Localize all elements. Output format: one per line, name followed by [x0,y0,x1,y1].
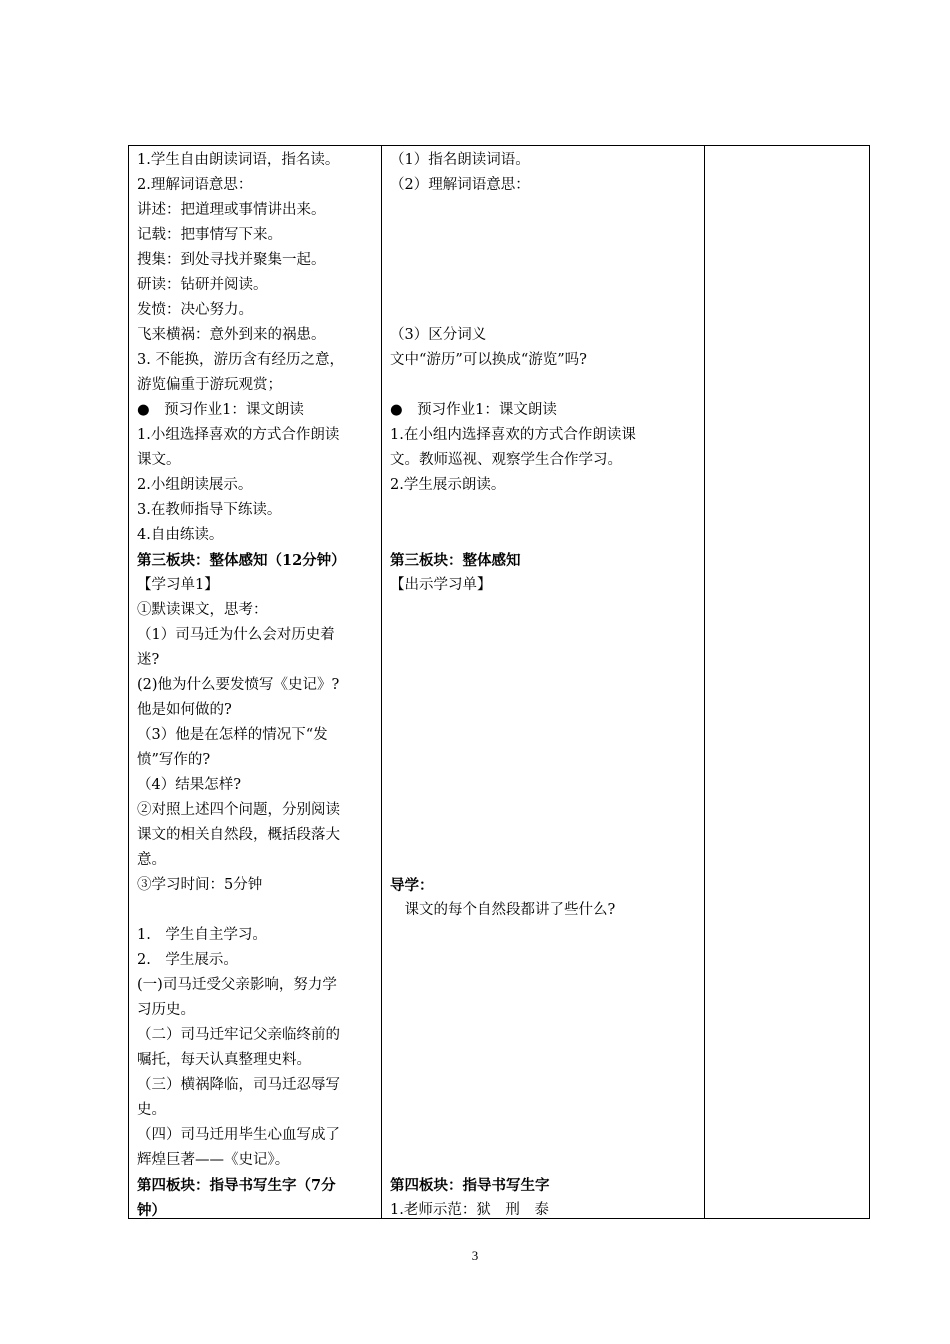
text-line: 1.在小组内选择喜欢的方式合作朗读课 [390,427,636,443]
section-heading: 第三板块：整体感知 [390,552,521,569]
text-line: 课文的相关自然段，概括段落大 [137,827,340,843]
text-line: 嘱托，每天认真整理史料。 [137,1052,311,1068]
text-line: （4）结果怎样? [137,777,241,793]
text-line: （3）区分词义 [390,327,487,343]
text-line: （二）司马迁牢记父亲临终前的 [137,1027,340,1043]
text-line: 习历史。 [137,1002,195,1018]
text-line: 文。教师巡视、观察学生合作学习。 [390,452,622,468]
text-line: （三）横祸降临，司马迁忍辱写 [137,1077,340,1093]
text-line: 意。 [137,852,166,868]
student-activity-cell [129,146,382,1219]
text-line: 【出示学习单】 [390,577,492,593]
text-line: （1）指名朗读词语。 [390,152,530,168]
text-line: 4.自由练读。 [137,527,224,543]
text-line: ● 预习作业1：课文朗读 [137,402,304,418]
text-line: 2.学生展示朗读。 [390,477,506,493]
text-line: 文中“游历”可以换成“游览”吗? [390,352,587,368]
text-line: 2.理解词语意思： [137,177,253,193]
text-line: 2.小组朗读展示。 [137,477,253,493]
teacher-activity-text [390,148,698,1218]
text-line: 发愤：决心努力。 [137,302,253,318]
section-heading: 导学： [390,877,434,894]
text-line: 3.在教师指导下练读。 [137,502,282,518]
text-line: 1.小组选择喜欢的方式合作朗读 [137,427,340,443]
text-line: 辉煌巨著——《史记》。 [137,1152,290,1168]
page-number: 3 [471,1248,479,1263]
notes-cell [705,146,870,1219]
section-heading: 第四板块：指导书写生字 [390,1177,550,1194]
text-line: 迷? [137,652,160,668]
teacher-activity-cell [382,146,705,1219]
lesson-plan-table [128,145,870,1219]
text-line: 研读：钻研并阅读。 [137,277,268,293]
text-line: 游览偏重于游玩观赏； [137,377,282,393]
text-line: ③学习时间：5分钟 [137,877,263,893]
text-line: 飞来横祸：意外到来的祸患。 [137,327,326,343]
section-heading: 第三板块：整体感知（12分钟） [137,552,346,569]
text-line: （1）司马迁为什么会对历史着 [137,627,335,643]
text-line: ②对照上述四个问题，分别阅读 [137,802,340,818]
text-line: 课文的每个自然段都讲了些什么? [390,902,616,918]
text-line: （2）理解词语意思： [390,177,530,193]
text-line: 1.学生自由朗读词语，指名读。 [137,152,340,168]
text-line: 记载：把事情写下来。 [137,227,282,243]
student-activity-text [137,148,375,1218]
text-line: 1.老师示范：狱 刑 泰 [390,1202,549,1218]
text-line: 课文。 [137,452,181,468]
text-line: (一)司马迁受父亲影响，努力学 [137,977,337,993]
text-line: （3）他是在怎样的情况下“发 [137,727,328,743]
text-line: 愤”写作的? [137,752,211,768]
notes-empty [713,148,863,1218]
text-line: ● 预习作业1：课文朗读 [390,402,557,418]
text-line: ①默读课文，思考： [137,602,268,618]
section-heading: 钟） [137,1202,166,1219]
section-heading: 第四板块：指导书写生字（7分 [137,1177,336,1194]
text-line: 【学习单1】 [137,577,219,593]
text-line: (2)他为什么要发愤写《史记》? [137,677,340,693]
text-line: 讲述：把道理或事情讲出来。 [137,202,326,218]
table-row [129,146,870,1219]
text-line: （四）司马迁用毕生心血写成了 [137,1127,340,1143]
text-line: 搜集：到处寻找并聚集一起。 [137,252,326,268]
text-line: 史。 [137,1102,166,1118]
text-line: 2. 学生展示。 [137,952,238,968]
text-line: 3. 不能换，游历含有经历之意， [137,352,344,368]
text-line: 他是如何做的? [137,702,232,718]
text-line: 1. 学生自主学习。 [137,927,267,943]
